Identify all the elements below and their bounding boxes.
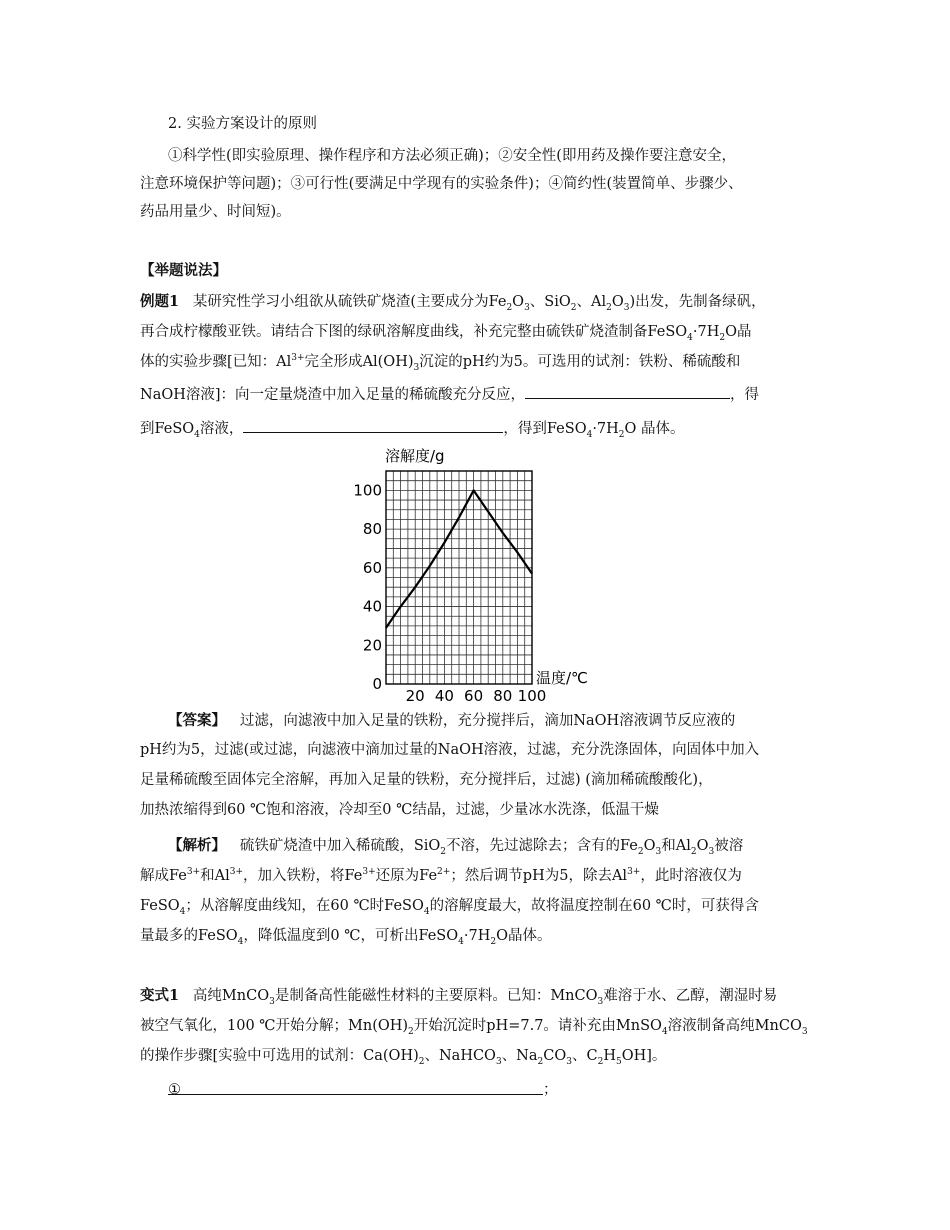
text: 体的实验步骤[已知：Al: [140, 354, 292, 370]
y-tick-label: 80: [362, 520, 382, 539]
x-tick-label: 100: [517, 687, 547, 705]
subscript: 2: [490, 936, 497, 947]
text: H: [603, 1048, 616, 1064]
subscript: 2: [537, 1056, 544, 1067]
text: 、Al: [576, 294, 607, 310]
superscript: 3+: [362, 867, 376, 878]
text: 和Al: [200, 868, 230, 884]
text: 不溶，先过滤除去；含有的Fe: [446, 838, 638, 854]
text: O: [512, 294, 525, 310]
subscript: 3: [524, 302, 530, 313]
text: ；从溶解度曲线知，在60 ℃时FeSO: [185, 898, 424, 914]
analysis-label: 【解析】: [168, 837, 226, 854]
subscript: 4: [687, 332, 693, 343]
subscript: 3: [413, 362, 420, 373]
answer-line-2: pH约为5，过滤(或过滤，向滤液中滴加过量的NaOH溶液，过滤，充分洗涤固体，向固体中加入: [140, 742, 760, 758]
x-tick-label: 20: [405, 687, 425, 705]
superscript: 3+: [627, 867, 641, 878]
chart-ylabel: 溶解度/g: [385, 447, 445, 465]
text: 量最多的FeSO: [140, 928, 238, 944]
text: ，加入铁粉，将Fe: [243, 868, 363, 884]
subscript: 3: [566, 1056, 572, 1067]
analysis-line-4: [140, 926, 551, 946]
text: ；: [543, 1082, 558, 1098]
text: 、NaHCO: [424, 1048, 496, 1064]
subscript: 2: [440, 846, 447, 857]
text: 难溶于水、乙醇，潮湿时易: [603, 988, 778, 1004]
section-heading: 2. 实验方案设计的原则: [168, 116, 317, 132]
step-number: ①: [168, 1082, 181, 1098]
step-1-blank[interactable]: [168, 1080, 543, 1098]
subscript: 4: [586, 429, 593, 440]
answer-line-1: [168, 711, 735, 731]
y-tick-label: 0: [372, 675, 382, 693]
subscript: 3: [269, 996, 275, 1007]
text: 、Na: [501, 1048, 538, 1064]
text: CO: [543, 1048, 567, 1064]
answer-blank-1[interactable]: [525, 384, 730, 399]
text: ·7H: [592, 421, 619, 437]
text: 某研究性学习小组欲从硫铁矿烧渣(主要成分为Fe: [192, 294, 507, 310]
text: 的操作步骤[实验中可选用的试剂：Ca(OH): [140, 1048, 419, 1064]
text: 完全形成Al(OH): [304, 354, 414, 370]
paragraph-line: 注意环境保护等问题)；③可行性(要满足中学现有的实验条件)；④简约性(装置简单、步骤少、: [140, 176, 743, 192]
text: 被空气氧化，100 ℃开始分解；Mn(OH): [140, 1018, 409, 1034]
example-line-1: [140, 292, 766, 312]
text: 溶液制备高纯MnCO: [667, 1018, 802, 1034]
text: O: [611, 294, 624, 310]
text: 的溶解度最大，故将温度控制在60 ℃时，可获得含: [429, 898, 759, 914]
text: ，得到FeSO: [503, 421, 587, 437]
subscript: 4: [237, 936, 244, 947]
subscript: 3: [801, 1026, 808, 1037]
text: 硫铁矿烧渣中加入稀硫酸，SiO: [239, 838, 441, 854]
example-line-2: [140, 322, 752, 342]
text: FeSO: [140, 898, 180, 914]
answer-label: 【答案】: [168, 712, 226, 729]
subscript: 4: [179, 906, 186, 917]
subscript: 3: [495, 1056, 502, 1067]
superscript: 3+: [186, 867, 201, 878]
example-line-5: [140, 418, 685, 439]
text: 溶液，: [199, 421, 244, 437]
subscript: 2: [506, 302, 513, 313]
text: 沉淀的pH约为5。可选用的试剂：铁粉、稀硫酸和: [419, 354, 741, 370]
text: 还原为Fe: [375, 868, 438, 884]
text: OH]。: [621, 1048, 667, 1064]
section-title: 【举题说法】: [140, 262, 227, 279]
text: 高纯MnCO: [192, 988, 270, 1004]
text: O: [643, 838, 656, 854]
text: ，此时溶液仅为: [640, 868, 742, 884]
x-tick-label: 80: [493, 687, 513, 705]
analysis-line-2: [140, 866, 742, 886]
text: 、C: [571, 1048, 598, 1064]
example-line-4: [140, 384, 759, 405]
text: NaOH溶液]：向一定量烧渣中加入足量的稀硫酸充分反应，: [140, 387, 526, 403]
text: 是制备高性能磁性材料的主要原料。已知：MnCO: [274, 988, 598, 1004]
text: 和Al: [661, 838, 691, 854]
text: ，降低温度到0 ℃，可析出FeSO: [243, 928, 459, 944]
text: ·7H: [463, 928, 491, 944]
variant-label: 变式1: [140, 987, 180, 1004]
subscript: 2: [408, 1026, 414, 1037]
text: 解成Fe: [140, 868, 187, 884]
subscript: 5: [615, 1056, 622, 1067]
answer-line-4: 加热浓缩得到60 ℃饱和溶液，冷却至0 ℃结晶，过滤，少量冰水洗涤，低温干燥: [140, 802, 659, 818]
variant-step-1: [168, 1080, 558, 1100]
subscript: 2: [618, 429, 625, 440]
subscript: 2: [418, 1056, 425, 1067]
paragraph-line: ①科学性(即实验原理、操作程序和方法必须正确)；②安全性(即用药及操作要注意安全，: [168, 148, 736, 164]
subscript: 3: [708, 846, 715, 857]
text: O晶: [725, 324, 752, 340]
x-tick-label: 60: [464, 687, 484, 705]
chart-xlabel: 温度/℃: [536, 669, 588, 687]
text: O晶体。: [496, 928, 552, 944]
variant-line-2: [140, 1016, 808, 1036]
example-line-3: [140, 352, 740, 372]
subscript: 2: [570, 302, 577, 313]
y-tick-label: 40: [362, 597, 382, 616]
text: 再合成柠檬酸亚铁。请结合下图的绿矾溶解度曲线，补充完整由硫铁矿烧渣制备FeSO: [140, 324, 688, 340]
x-tick-label: 40: [434, 687, 454, 705]
analysis-line-3: [140, 896, 759, 916]
subscript: 2: [719, 332, 726, 343]
subscript: 4: [423, 906, 430, 917]
y-tick-label: 100: [353, 481, 382, 500]
text: ，得: [730, 387, 760, 403]
text: O: [696, 838, 709, 854]
subscript: 2: [606, 302, 612, 313]
subscript: 2: [637, 846, 644, 857]
text: O 晶体。: [624, 421, 685, 437]
superscript: 3+: [291, 353, 305, 364]
answer-line-3: 足量稀硫酸至固体完全溶解，再加入足量的铁粉，充分搅拌后，过滤) (滴加稀硫酸酸化)，: [140, 772, 713, 788]
y-tick-label: 60: [362, 558, 382, 577]
solubility-chart: [350, 443, 610, 705]
subscript: 2: [690, 846, 697, 857]
text: 过滤，向滤液中加入足量的铁粉，充分搅拌后，滴加NaOH溶液调节反应液的: [239, 713, 736, 729]
subscript: 4: [194, 429, 200, 440]
text: )出发，先制备绿矾，: [629, 294, 766, 310]
y-tick-label: 20: [362, 636, 382, 655]
text: 被溶: [714, 838, 744, 854]
text: 、SiO: [529, 294, 571, 310]
chart-grid: [386, 471, 532, 684]
text: ·7H: [692, 324, 720, 340]
superscript: 2+: [437, 867, 451, 878]
subscript: 2: [597, 1056, 604, 1067]
subscript: 3: [655, 846, 662, 857]
subscript: 4: [661, 1026, 668, 1037]
variant-line-1: [140, 986, 777, 1006]
superscript: 3+: [229, 867, 244, 878]
subscript: 4: [458, 936, 464, 947]
example-label: 例题1: [140, 293, 180, 310]
text: 开始沉淀时pH=7.7。请补充由MnSO: [413, 1018, 662, 1034]
subscript: 3: [623, 302, 630, 313]
analysis-line-1: [168, 836, 743, 856]
text: ；然后调节pH为5，除去Al: [450, 868, 628, 884]
subscript: 3: [597, 996, 604, 1007]
paragraph-line: 药品用量少、时间短)。: [140, 204, 291, 220]
variant-line-3: [140, 1046, 666, 1066]
text: 到FeSO: [140, 421, 195, 437]
answer-blank-2[interactable]: [243, 418, 503, 433]
